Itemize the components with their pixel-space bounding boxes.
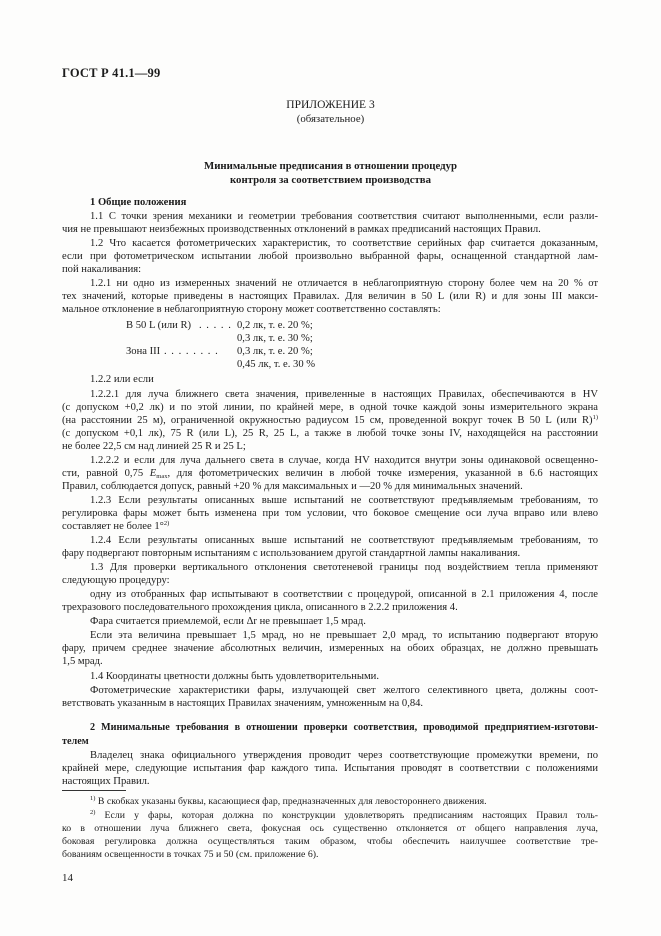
paragraph-line: 1.2.2 или если (90, 374, 154, 385)
section-heading: 1 Общие положения (90, 197, 187, 208)
text-run: (на расстоянии 25 м), ограниченной окружностью радиусом 15 см, проведенной вокруг точек B 50 L (или R) (62, 415, 593, 426)
paragraph-line: одну из отобранных фар испытывают в соответствии с процедурой, описанной в 2.1 приложения 4, после (90, 589, 598, 600)
paragraph-line: 1.1 С точки зрения механики и геометрии требования соответствия считают выполненными, если разли- (90, 211, 598, 222)
paragraph-line: следующую процедуру: (62, 575, 170, 586)
footnote-line: ко в отношении луча ближнего света, фокусная ось существенно отклоняется от общего направления луча, (62, 823, 598, 834)
subscript-max: max (156, 473, 168, 480)
paragraph-line: 1.2.2.1 для луча ближнего света значения, привеленные в настоящих Правилах, обеспечиваются в HV (90, 389, 598, 400)
section-heading: 2 Минимальные требования в отношении проверки соответствия, проводимой предприятием-изготови- (90, 722, 598, 733)
paragraph-line: Если эта величина превышает 1,5 мрад, но не превышает 2,0 мрад, то испытанию подвергают вторую (90, 630, 598, 641)
paragraph-line: Фара считается приемлемой, если Δr не превышает 1,5 мрад. (90, 616, 366, 627)
page-number: 14 (62, 872, 73, 884)
footnote-mark: 1) (90, 795, 96, 802)
paragraph-line: 1.4 Координаты цветности должны быть удовлетворительными. (90, 671, 380, 682)
footnote-text-run (90, 810, 598, 821)
paragraph-line: Владелец знака официального утверждения проводит через соответствующие промежутки времени, по (90, 750, 598, 761)
footnote-ref: 1) (592, 414, 598, 421)
paragraph-line: фару подвергают повторным испытаниям с использованием другой стандартной лампы накаливания. (62, 548, 521, 559)
tolerance-value: 0,3 лк, т. е. 20 %; (237, 346, 313, 357)
tolerance-label: B 50 L (или R) (126, 320, 192, 331)
document-title-line: Минимальные предписания в отношении процедур (204, 160, 457, 172)
paragraph-line: регулировка фары может быть изменена при том условии, что боковое смещение оси луча вправо или влево (62, 508, 598, 519)
paragraph-line: Фотометрические характеристики фары, излучающей свет желтого селективного цвета, должны соот- (90, 685, 598, 696)
paragraph-line: 1.2 Что касается фотометрических характеристик, то соответствие серийных фар считается доказанным, (90, 238, 598, 249)
leader-dots: . . . . . . . . (164, 346, 219, 357)
paragraph-line: тех значений, которые приведены в настоящих Правилах. Для величин в 50 L (или R) и для зоны III макси- (62, 291, 598, 302)
paragraph-line: мальное отклонение в неблагоприятную сторону может соответственно составлять: (62, 304, 441, 315)
running-header: ГОСТ Р 41.1—99 (62, 66, 161, 80)
paragraph-line: 1.2.1 ни одно из измеренных значений не отличается в неблагоприятную сторону более чем на 20 % от (90, 278, 598, 289)
paragraph-line: крайней мере, следующие испытания фар каждого типа. Испытания проводят в соответствии с положениями (62, 763, 598, 774)
paragraph-line (62, 415, 598, 426)
appendix-status: (обязательное) (296, 113, 365, 125)
paragraph-line: 1.2.4 Если результаты описанных выше испытаний не соответствуют предъявляемым требованиям, то (90, 535, 598, 546)
section-heading: телем (62, 736, 89, 747)
paragraph-line: 1.2.2.2 и если для луча дальнего света в случае, когда HV находится внутри зоны одинаковой освещенно- (90, 455, 598, 466)
footnote-rule (62, 790, 126, 791)
appendix-title: ПРИЛОЖЕНИЕ 3 (286, 99, 375, 111)
paragraph-line: трехразового последовательного прохождения цикла, описанного в 2.2.2 приложения 4. (62, 602, 458, 613)
text-run: Если у фары, которая должна по конструкции удовлетворять предписаниям настоящих Правил толь- (104, 810, 598, 821)
symbol-e: E (149, 468, 157, 479)
tolerance-value: 0,2 лк, т. е. 20 %; (237, 320, 313, 331)
paragraph-line: чия не превышают неизбежных производственных отклонений в рамках предписаний настоящих Правил. (62, 224, 541, 235)
footnote-line (90, 796, 598, 807)
paragraph-line: Правил, соблюдается допуск, равный +20 % для максимальных и —20 % для минимальных значений. (62, 481, 523, 492)
footnote-line: бованиям освещенности в точках 75 и 50 (см. приложение 6). (62, 849, 319, 860)
paragraph-line: пой накаливания: (62, 264, 142, 275)
footnote-ref: 2) (163, 520, 170, 527)
footnote-line (90, 810, 598, 821)
text-run: сти, равной 0,75 (62, 468, 144, 479)
paragraph-line: не более 22,5 см над линией 25 R и 25 L; (62, 441, 246, 452)
paragraph-line: 1.3 Для проверки вертикального отклонения светотеневой границы под воздействием тепла применяют (90, 562, 598, 573)
document-title-line: контроля за соответствием производства (229, 174, 432, 186)
paragraph-line: настоящих Правил. (62, 776, 150, 787)
footnote-mark: 2) (90, 809, 96, 816)
text-run: , для фотометрических величин в любой точке измерения, указанной в 6.6 настоящих (167, 468, 598, 479)
paragraph-line (62, 521, 598, 532)
leader-dots: . . . . . (199, 320, 232, 331)
text-run: составляет не более 1° (62, 521, 164, 532)
paragraph-line: (с допуском +0,2 лк) и по этой линии, по крайней мере, в одной точке каждой зоны измерительного экрана (62, 402, 598, 413)
paragraph-line: 1,5 мрад. (62, 656, 103, 667)
paragraph-line: (с допуском +0,1 лк), 75 R (или L), 25 R, 25 L, а также в любой точке зоны IV, находящейся на расстоянии (62, 428, 598, 439)
paragraph-line (62, 468, 598, 479)
paragraph-line: если при фотометрическом испытании любой произвольно выбранной фары, оснащенной стандартной лам- (62, 251, 598, 262)
paragraph-line: ветствовать указанным в настоящих Правилах значениям, умноженным на 0,84. (62, 698, 424, 709)
paragraph-line: фару, причем среднее значение абсолютных величин, измеренных на обоих образцах, не должно превышать (62, 643, 598, 654)
tolerance-value: 0,3 лк, т. е. 30 %; (237, 333, 313, 344)
text-run: В скобках указаны буквы, касающиеся фар, предназначенных для левостороннего движения. (97, 796, 487, 807)
tolerance-label: Зона III (126, 346, 161, 357)
tolerance-value: 0,45 лк, т. е. 30 % (237, 359, 316, 370)
paragraph-line: 1.2.3 Если результаты описанных выше испытаний не соответствуют предъявляемым требованиям, то (90, 495, 598, 506)
footnote-line: боковая регулировка должна осуществляться таким образом, чтобы обеспечить наилучшее соответствие тре- (62, 836, 598, 847)
